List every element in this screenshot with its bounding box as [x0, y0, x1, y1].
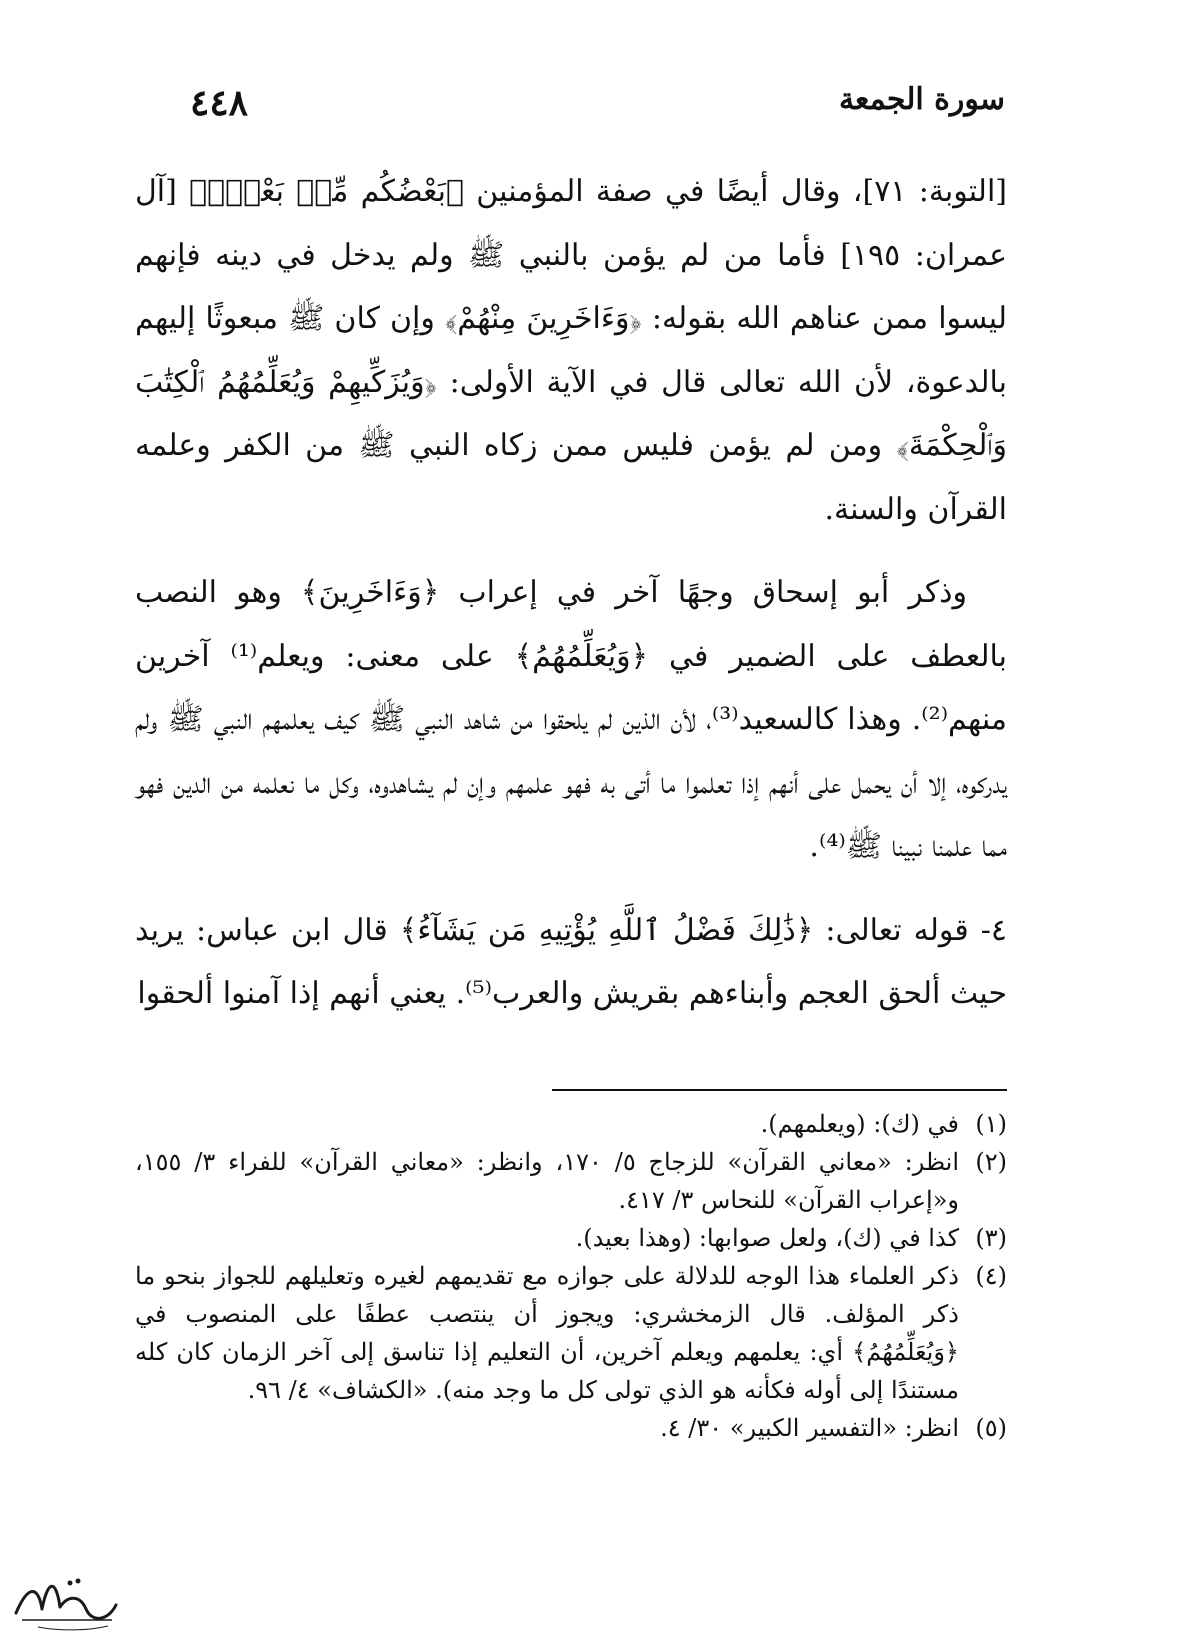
footnote-3 — [135, 1219, 1007, 1257]
footnote-text: في (ك): (ويعلمهم). — [760, 1110, 959, 1138]
footnote-text: انظر: «معاني القرآن» للزجاج ٥/ ١٧٠، وانظر: «معاني القرآن» للفراء ٣/ ١٥٥، و«إعراب القرآن» للنحاس ٣/ ٤١٧. — [135, 1148, 960, 1214]
paragraph-3: ٤- قوله تعالى: ﴿ذَٰلِكَ فَضْلُ ٱللَّهِ يُؤْتِيهِ مَن يَشَآءُ﴾ قال ابن عباس: يريد حيث ألحق العجم وأبناءهم بقريش والعرب⁽⁵⁾. يعني أنهم إذا آمنوا ألحقوا — [135, 912, 1007, 1011]
page-number: ٤٤٨ — [190, 82, 249, 124]
footnote-1 — [135, 1105, 1007, 1143]
footnote-text: كذا في (ك)، ولعل صوابها: (وهذا بعيد). — [575, 1224, 959, 1252]
page-header — [190, 82, 1005, 132]
footnote-2 — [135, 1143, 1007, 1219]
footnote-5 — [135, 1409, 1007, 1447]
footnotes — [135, 1105, 1007, 1447]
footnote-marker: (٣) — [975, 1224, 1007, 1252]
paragraph-2: وذكر أبو إسحاق وجهًا آخر في إعراب ﴿وَءَاخَرِينَ﴾ وهو النصب بالعطف على الضمير في ﴿وَيُعَلِّمُهُمُ﴾ على معنى: ويعلم⁽¹⁾ آخرين منهم⁽²⁾. وهذا كالسعيد⁽³⁾، لأن الذين لم يلحقوا من شاهد النبي ﷺ كيف يعلمهم النبي ﷺ ولم يدركوه، إلا أن يحمل على أنهم إذا تعلموا ما أتى به فهو علمهم وإن لم يشاهدوه، وكل ما نعلمه من الدين فهو مما علمنا نبينا ﷺ⁽⁴⁾. — [135, 575, 1007, 864]
footnote-marker: (٥) — [975, 1414, 1007, 1442]
footnote-text: انظر: «التفسير الكبير» ٣٠/ ٤. — [660, 1414, 959, 1442]
footnote-separator — [552, 1089, 1007, 1091]
footnote-text: ذكر العلماء هذا الوجه للدلالة على جوازه مع تقديمهم لغيره وتعليلهم للجواز بنحو ما ذكر المؤلف. قال الزمخشري: ويجوز أن ينتصب عطفًا على المنصوب في ﴿وَيُعَلِّمُهُمُ﴾ أي: يعلمهم ويعلم آخرين، أن التعليم إذا تناسق إلى آخر الزمان كان كله مستندًا إلى أوله فكأنه هو الذي تولى كل ما وجد منه). «الكشاف» ٤/ ٩٦. — [135, 1262, 959, 1404]
surah-title: سورة الجمعة — [838, 82, 1005, 117]
main-text — [135, 160, 1007, 1026]
footnote-4 — [135, 1257, 1007, 1409]
footnote-marker: (٤) — [975, 1262, 1007, 1290]
footnote-marker: (٢) — [975, 1148, 1007, 1176]
publisher-logo — [8, 1565, 123, 1635]
footnote-marker: (١) — [975, 1110, 1007, 1138]
paragraph-1: [التوبة: ٧١]، وقال أيضًا في صفة المؤمنين ﴿بَعْضُكُم مِّنۢ بَعْضٍۭ﴾ [آل عمران: ١٩٥] فأما من لم يؤمن بالنبي ﷺ ولم يدخل في دينه فإنهم ليسوا ممن عناهم الله بقوله: ﴿وَءَاخَرِينَ مِنْهُمْ﴾ وإن كان ﷺ مبعوثًا إليهم بالدعوة، لأن الله تعالى قال في الآية الأولى: ﴿وَيُزَكِّيهِمْ وَيُعَلِّمُهُمُ ٱلْكِتَٰبَ وَٱلْحِكْمَةَ﴾ ومن لم يؤمن فليس ممن زكاه النبي ﷺ من الكفر وعلمه القرآن والسنة. — [135, 174, 1008, 527]
